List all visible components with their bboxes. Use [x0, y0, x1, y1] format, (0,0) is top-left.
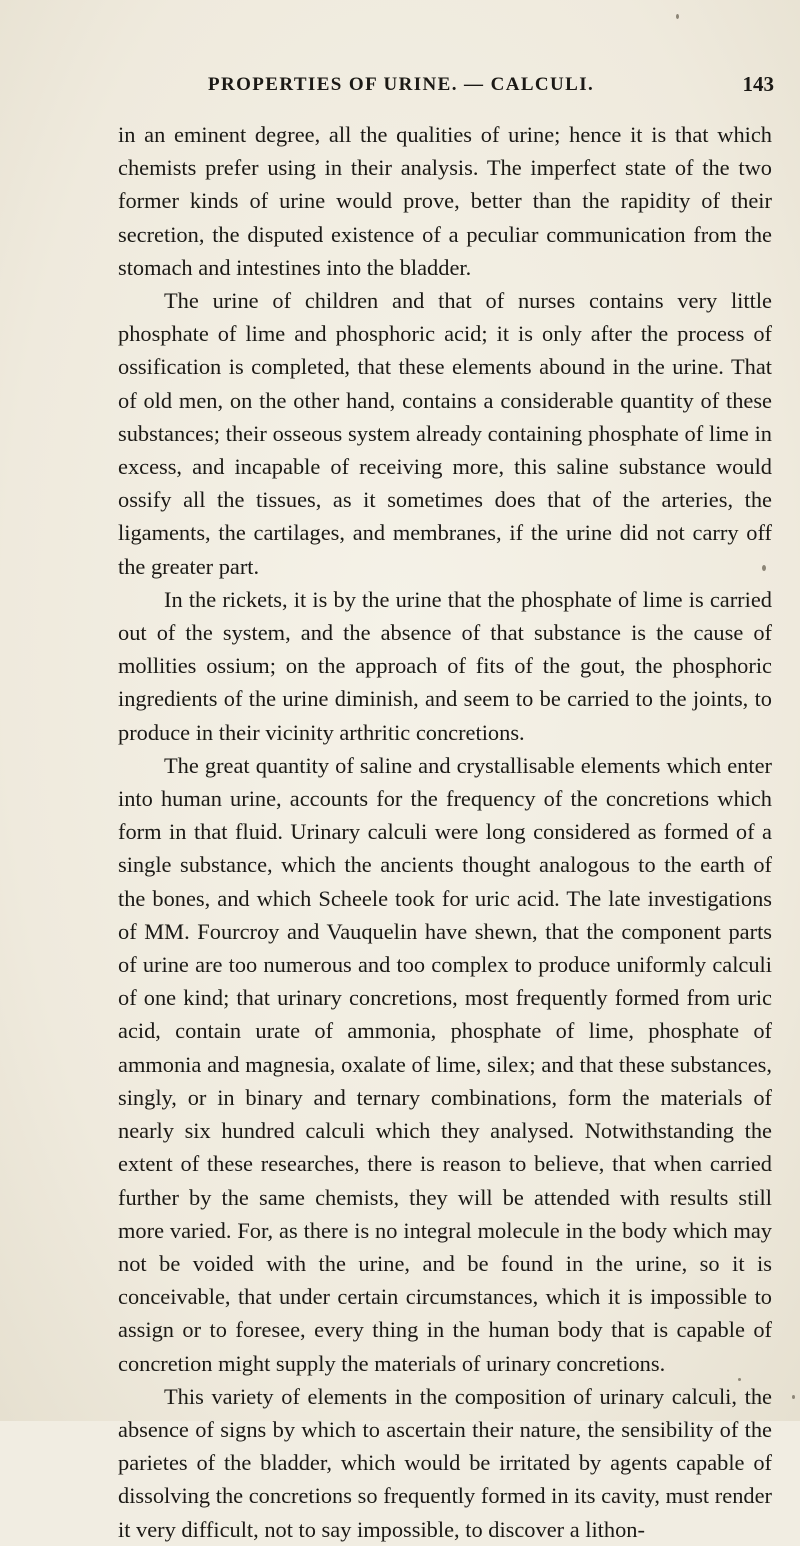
paragraph-calculi: The great quantity of saline and crystallisable elements which enter into human urine, accounts for the frequency of the concretions which form in that fluid. Urinary calculi were long considered as formed of a single substance, which the ancients thought analogous to the earth of the bones, and which Scheele took for uric acid. The late investigations of MM. Fourcroy and Vauquelin have shewn, that the component parts of urine are too numerous and too complex to produce uniformly calculi of one kind; that urinary concretions, most frequently formed from uric acid, contain urate of ammonia, phosphate of lime, phosphate of ammonia and magnesia, oxalate of lime, silex; and that these substances, singly, or in binary and ternary combinations, form the materials of nearly six hundred calculi which they analysed. Notwithstanding the extent of these researches, there is reason to believe, that when carried further by the same chemists, they will be attended with results still more varied. For, as there is no integral molecule in the body which may not be voided with the urine, and be found in the urine, so it is conceivable, that under certain circumstances, which it is impossible to assign or to foresee, every thing in the human body that is capable of concretion might supply the materials of urinary concretions. — [118, 752, 772, 1376]
running-head: PROPERTIES OF URINE. — CALCULI. — [208, 74, 595, 95]
paper-speck — [738, 1378, 741, 1381]
paper-speck — [676, 14, 679, 19]
paper-speck — [762, 565, 766, 571]
paper-speck — [792, 1395, 795, 1399]
paragraph-children-urine: The urine of children and that of nurses contains very little phosphate of lime and phosphoric acid; it is only after the process of ossification is completed, that these elements abound in the urine. That of old men, on the other hand, contains a considerable quantity of these substances; their osseous system already containing phosphate of lime in excess, and incapable of receiving more, this saline substance would ossify all the tissues, as it sometimes does that of the arteries, the ligaments, the cartilages, and membranes, if the urine did not carry off the greater part. — [118, 288, 772, 579]
paragraph-variety: This variety of elements in the composition of urinary calculi, the absence of signs by which to ascertain their nature, the sensibility of the parietes of the bladder, which would be irritated by agents capable of dissolving the concretions so frequently formed in its cavity, must render it very difficult, not to say impossible, to discover a lithon- — [118, 1383, 772, 1542]
paragraph-continuation: in an eminent degree, all the qualities of urine; hence it is that which chemists prefer using in their analysis. The imperfect state of the two former kinds of urine would prove, better than the rapidity of their secretion, the disputed existence of a peculiar communication from the stomach and intestines into the bladder. — [118, 122, 772, 280]
body-text — [118, 118, 772, 1546]
page-header — [118, 74, 778, 104]
paragraph-rickets: In the rickets, it is by the urine that the phosphate of lime is carried out of the system, and the absence of that substance is the cause of mollities ossium; on the approach of fits of the gout, the phosphoric ingredients of the urine diminish, and seem to be carried to the joints, to produce in their vicinity arthritic concretions. — [118, 586, 772, 745]
page-number: 143 — [742, 72, 774, 96]
